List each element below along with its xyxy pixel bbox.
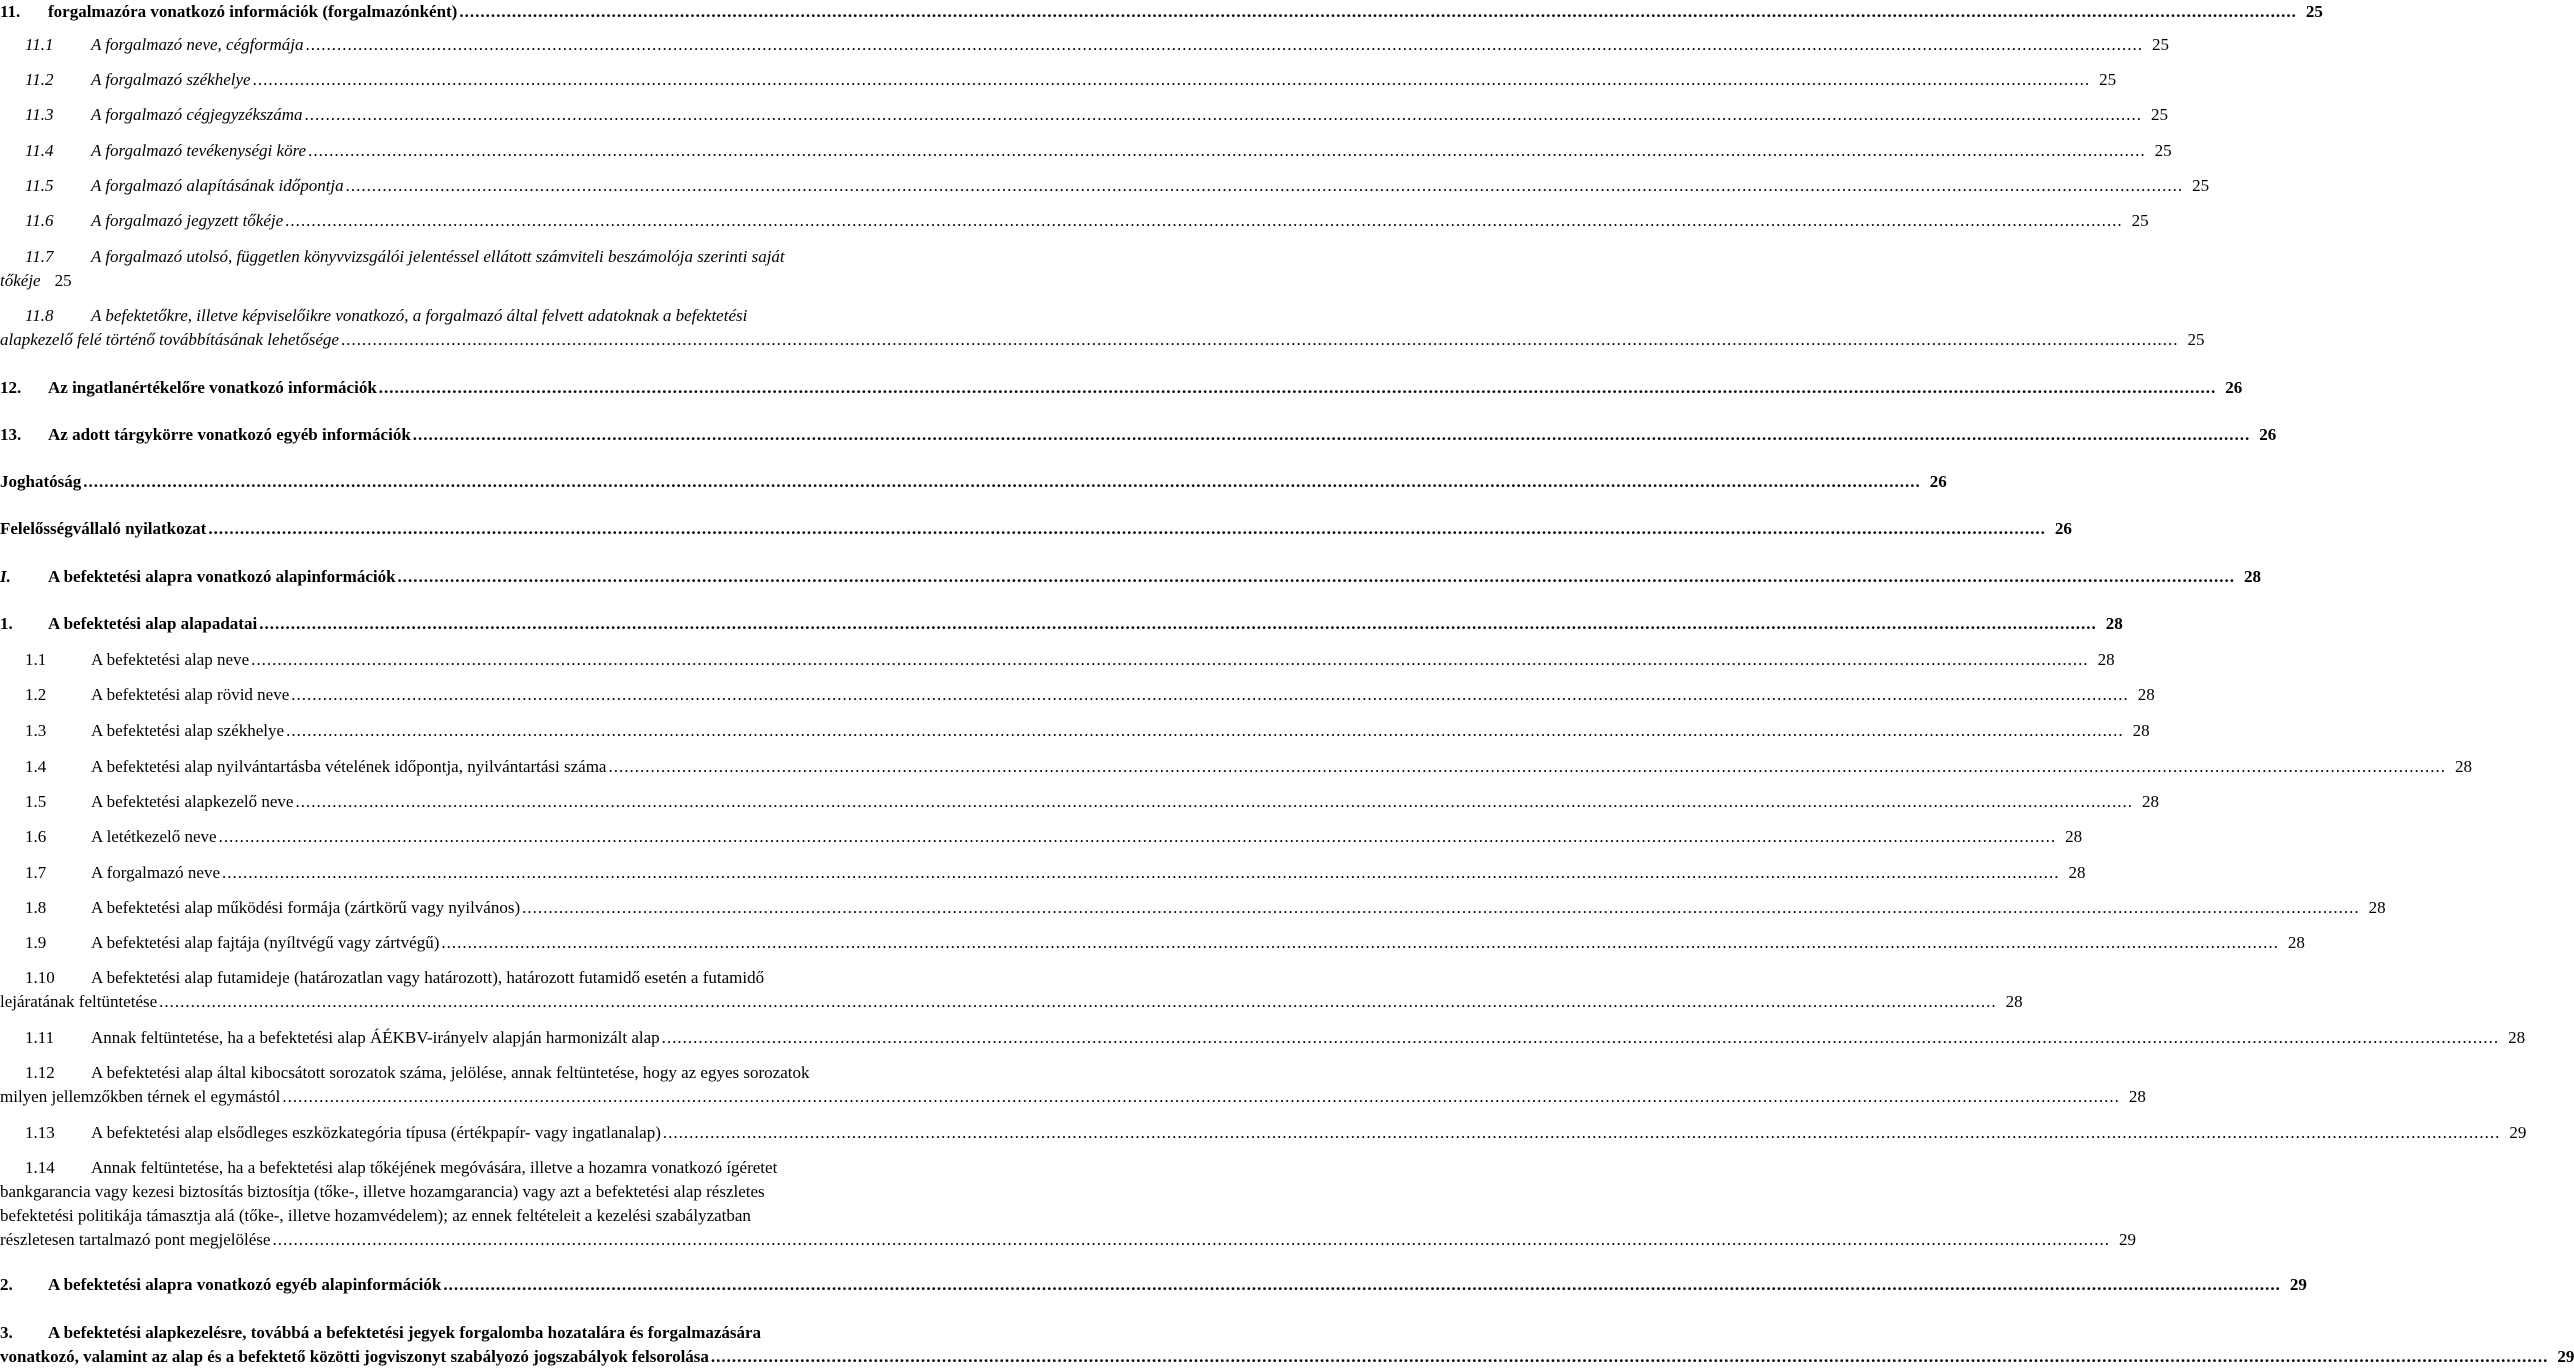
toc-title-line-1: A forgalmazó utolsó, független könyvvizsgálói jelentéssel ellátott számviteli beszámolója szerinti saját — [91, 247, 785, 266]
toc-entry-1-8[interactable] — [0, 896, 2386, 920]
toc-page-number: 25 — [2192, 176, 2210, 195]
toc-title-line-2: milyen jellemzőkben térnek el egymástól — [0, 1087, 281, 1106]
toc-number: 1.4 — [25, 757, 47, 776]
toc-title-line-4: részletesen tartalmazó pont megjelölése — [0, 1230, 271, 1249]
toc-page-number: 26 — [2054, 519, 2072, 538]
dot-leader — [341, 328, 2179, 352]
toc-entry-12[interactable] — [0, 376, 2243, 400]
toc-title: A forgalmazó tevékenységi köre — [91, 141, 307, 160]
toc-title: A befektetési alap fajtája (nyíltvégű vagy zártvégű) — [91, 933, 440, 952]
toc-title-line-2: lejáratának feltüntetése — [0, 992, 158, 1011]
toc-title: A befektetési alapkezelő neve — [91, 792, 294, 811]
dot-leader — [398, 565, 2236, 589]
toc-entry-11-5[interactable] — [0, 174, 2210, 198]
dot-leader — [308, 139, 2146, 163]
toc-number: 1. — [0, 614, 13, 633]
toc-page-number: 28 — [2128, 1087, 2146, 1106]
toc-entry-3[interactable] — [0, 1321, 2574, 1369]
toc-number: 2. — [0, 1275, 13, 1294]
toc-title: A forgalmazó jegyzett tőkéje — [91, 211, 284, 230]
toc-title-line-3: befektetési politikája támasztja alá (tőke-, illetve hozamvédelem); az ennek feltételeit a kezelési szabályzatban — [0, 1206, 751, 1225]
toc-number: 1.9 — [25, 933, 47, 952]
toc-entry-1-13[interactable] — [0, 1121, 2527, 1145]
toc-entry-2[interactable] — [0, 1273, 2307, 1297]
toc-number: 11.8 — [25, 306, 54, 325]
toc-number: 1.8 — [25, 898, 47, 917]
toc-entry-11-2[interactable] — [0, 68, 2117, 92]
toc-number: 11.4 — [25, 141, 54, 160]
toc-title: A forgalmazó cégjegyzékszáma — [91, 105, 303, 124]
toc-page-number: 26 — [2259, 425, 2277, 444]
toc-page-number: 28 — [2141, 792, 2159, 811]
toc-number: 1.5 — [25, 792, 47, 811]
toc-title: A befektetési alap elsődleges eszközkategória típusa (értékpapír- vagy ingatlanalap) — [91, 1123, 661, 1142]
toc-entry-joghatosag[interactable] — [0, 470, 1947, 494]
dot-leader — [222, 861, 2060, 885]
dot-leader — [441, 931, 2279, 955]
toc-entry-1-11[interactable] — [0, 1026, 2526, 1050]
toc-page-number: 28 — [2244, 567, 2262, 586]
toc-number: I. — [0, 567, 11, 586]
toc-title: Az adott tárgykörre vonatkozó egyéb információk — [48, 425, 411, 444]
toc-entry-1-5[interactable] — [0, 790, 2159, 814]
toc-entry-11-4[interactable] — [0, 139, 2172, 163]
dot-leader — [711, 1345, 2549, 1369]
toc-entry-13[interactable] — [0, 423, 2277, 447]
toc-page-number: 28 — [2068, 863, 2086, 882]
dot-leader — [272, 1228, 2110, 1252]
dot-leader — [608, 755, 2446, 779]
toc-page-number: 28 — [2005, 992, 2023, 1011]
toc-entry-1[interactable] — [0, 612, 2123, 636]
dot-leader — [305, 103, 2143, 127]
toc-title: Joghatóság — [0, 472, 82, 491]
toc-number: 1.12 — [25, 1063, 55, 1082]
dot-leader — [253, 68, 2091, 92]
toc-title: A forgalmazó székhelye — [91, 70, 251, 89]
toc-page-number: 26 — [1929, 472, 1947, 491]
toc-page-number: 28 — [2508, 1028, 2526, 1047]
toc-entry-1-7[interactable] — [0, 861, 2086, 885]
toc-entry-11-7[interactable] — [0, 245, 960, 293]
toc-title-line-1: A befektetőkre, illetve képviselőikre vonatkozó, a forgalmazó által felvett adatoknak a befektetési — [91, 306, 748, 325]
toc-entry-11-8[interactable] — [0, 304, 2205, 352]
toc-title: Annak feltüntetése, ha a befektetési alap ÁÉKBV-irányelv alapján harmonizált alap — [91, 1028, 660, 1047]
toc-title: A befektetési alap székhelye — [91, 721, 285, 740]
toc-title: A forgalmazó neve, cégformája — [91, 35, 304, 54]
toc-entry-1-2[interactable] — [0, 683, 2155, 707]
dot-leader — [443, 1273, 2281, 1297]
toc-page-number: 25 — [2187, 330, 2205, 349]
dot-leader — [295, 790, 2133, 814]
toc-title: A befektetési alap működési formája (zártkörű vagy nyilvános) — [91, 898, 521, 917]
dot-leader — [219, 825, 2057, 849]
toc-number: 1.14 — [25, 1158, 55, 1177]
toc-title-line-1: A befektetési alapkezelésre, továbbá a befektetési jegyek forgalomba hozatalára és forgalmazására — [48, 1323, 762, 1342]
toc-entry-1-4[interactable] — [0, 755, 2472, 779]
dot-leader — [662, 1026, 2500, 1050]
dot-leader — [305, 33, 2143, 57]
toc-title: A befektetési alap nyilvántartásba vételének időpontja, nyilvántartási száma — [91, 757, 607, 776]
toc-number: 1.3 — [25, 721, 47, 740]
dot-leader — [413, 423, 2251, 447]
toc-title: A befektetési alapra vonatkozó alapinformációk — [48, 567, 396, 586]
toc-title-line-1: A befektetési alap által kibocsátott sorozatok száma, jelölése, annak feltüntetése, hogy az egyes sorozatok — [91, 1063, 810, 1082]
toc-entry-11-6[interactable] — [0, 209, 2149, 233]
toc-page-number: 29 — [2118, 1230, 2136, 1249]
toc-page-number: 26 — [2225, 378, 2243, 397]
dot-leader — [285, 209, 2123, 233]
dot-leader — [282, 1085, 2120, 1109]
toc-title-line-2: tőkéje — [0, 271, 41, 290]
toc-number: 3. — [0, 1323, 13, 1342]
toc-page-number: 28 — [2287, 933, 2305, 952]
toc-page-number: 29 — [2509, 1123, 2527, 1142]
toc-page-number: 25 — [2305, 2, 2323, 21]
toc-page-number: 28 — [2132, 721, 2150, 740]
toc-page-number: 29 — [2289, 1275, 2307, 1294]
toc-page-number: 25 — [54, 271, 72, 290]
toc-entry-felelossegvallalo[interactable] — [0, 517, 2072, 541]
toc-entry-1-14[interactable] — [0, 1156, 2136, 1252]
dot-leader — [379, 376, 2217, 400]
toc-entry-1-3[interactable] — [0, 719, 2150, 743]
toc-title-line-2: alapkezelő felé történő továbbításának lehetősége — [0, 330, 339, 349]
dot-leader — [251, 648, 2089, 672]
dot-leader — [291, 683, 2129, 707]
dot-leader — [286, 719, 2124, 743]
toc-title: Felelősségvállaló nyilatkozat — [0, 519, 207, 538]
toc-page-number: 28 — [2097, 650, 2115, 669]
toc-title-line-2: bankgarancia vagy kezesi biztosítás biztosítja (tőke-, illetve hozamgarancia) vagy azt a befektetési alap részletes — [0, 1182, 765, 1201]
toc-title: A forgalmazó alapításának időpontja — [91, 176, 344, 195]
dot-leader — [83, 470, 1921, 494]
toc-number: 13. — [0, 425, 22, 444]
dot-leader — [522, 896, 2360, 920]
toc-title: forgalmazóra vonatkozó információk (forgalmazónként) — [48, 2, 458, 21]
toc-page-number: 25 — [2131, 211, 2149, 230]
toc-number: 1.7 — [25, 863, 47, 882]
toc-page-number: 29 — [2557, 1347, 2574, 1366]
dot-leader — [663, 1121, 2501, 1145]
toc-title: A befektetési alap neve — [91, 650, 250, 669]
toc-title: A befektetési alap alapadatai — [48, 614, 258, 633]
toc-entry-1-12[interactable] — [0, 1061, 2146, 1109]
toc-title: A befektetési alap rövid neve — [91, 685, 290, 704]
toc-entry-11-3[interactable] — [0, 103, 2169, 127]
toc-number: 11.5 — [25, 176, 54, 195]
dot-leader — [459, 0, 2297, 24]
toc-number: 1.1 — [25, 650, 47, 669]
toc-number: 11.3 — [25, 105, 54, 124]
toc-number: 1.11 — [25, 1028, 55, 1047]
toc-page-number: 28 — [2105, 614, 2123, 633]
toc-page-number: 25 — [2154, 141, 2172, 160]
toc-page-number: 28 — [2368, 898, 2386, 917]
toc-title: Az ingatlanértékelőre vonatkozó információk — [48, 378, 377, 397]
toc-number: 1.13 — [25, 1123, 55, 1142]
toc-entry-1-6[interactable] — [0, 825, 2083, 849]
toc-page-number: 28 — [2065, 827, 2083, 846]
toc-number: 11.6 — [25, 211, 54, 230]
toc-entry-11-1[interactable] — [0, 33, 2169, 57]
toc-page-number: 25 — [2151, 35, 2169, 54]
toc-number: 12. — [0, 378, 22, 397]
toc-entry-1-9[interactable] — [0, 931, 2305, 955]
toc-number: 1.10 — [25, 968, 55, 987]
toc-number: 1.2 — [25, 685, 47, 704]
toc-number: 11.2 — [25, 70, 54, 89]
toc-page-number: 25 — [2099, 70, 2117, 89]
toc-title: A letétkezelő neve — [91, 827, 217, 846]
toc-title: A forgalmazó neve — [91, 863, 221, 882]
toc-entry-1-1[interactable] — [0, 648, 2115, 672]
dot-leader — [346, 174, 2184, 198]
toc-entry-11[interactable] — [0, 0, 2323, 24]
toc-title: A befektetési alapra vonatkozó egyéb alapinformációk — [48, 1275, 442, 1294]
toc-number: 11.1 — [25, 35, 54, 54]
toc-number: 1.6 — [25, 827, 47, 846]
toc-page-number: 25 — [2151, 105, 2169, 124]
toc-entry-1-10[interactable] — [0, 966, 2023, 1014]
dot-leader — [259, 612, 2097, 636]
toc-title-line-2: vonatkozó, valamint az alap és a befektető közötti jogviszonyt szabályozó jogszabályok felsorolása — [0, 1347, 709, 1366]
toc-title-line-1: A befektetési alap futamideje (határozatlan vagy határozott), határozott futamidő esetén a futamidő — [91, 968, 765, 987]
toc-entry-I[interactable] — [0, 565, 2262, 589]
toc-title-line-1: Annak feltüntetése, ha a befektetési alap tőkéjének megóvására, illetve a hozamra vonatkozó ígéretet — [91, 1158, 778, 1177]
toc-page-number: 28 — [2137, 685, 2155, 704]
toc-number: 11. — [0, 2, 21, 21]
toc-page-number: 28 — [2454, 757, 2472, 776]
dot-leader — [208, 517, 2046, 541]
toc-number: 11.7 — [25, 247, 54, 266]
dot-leader — [159, 990, 1997, 1014]
